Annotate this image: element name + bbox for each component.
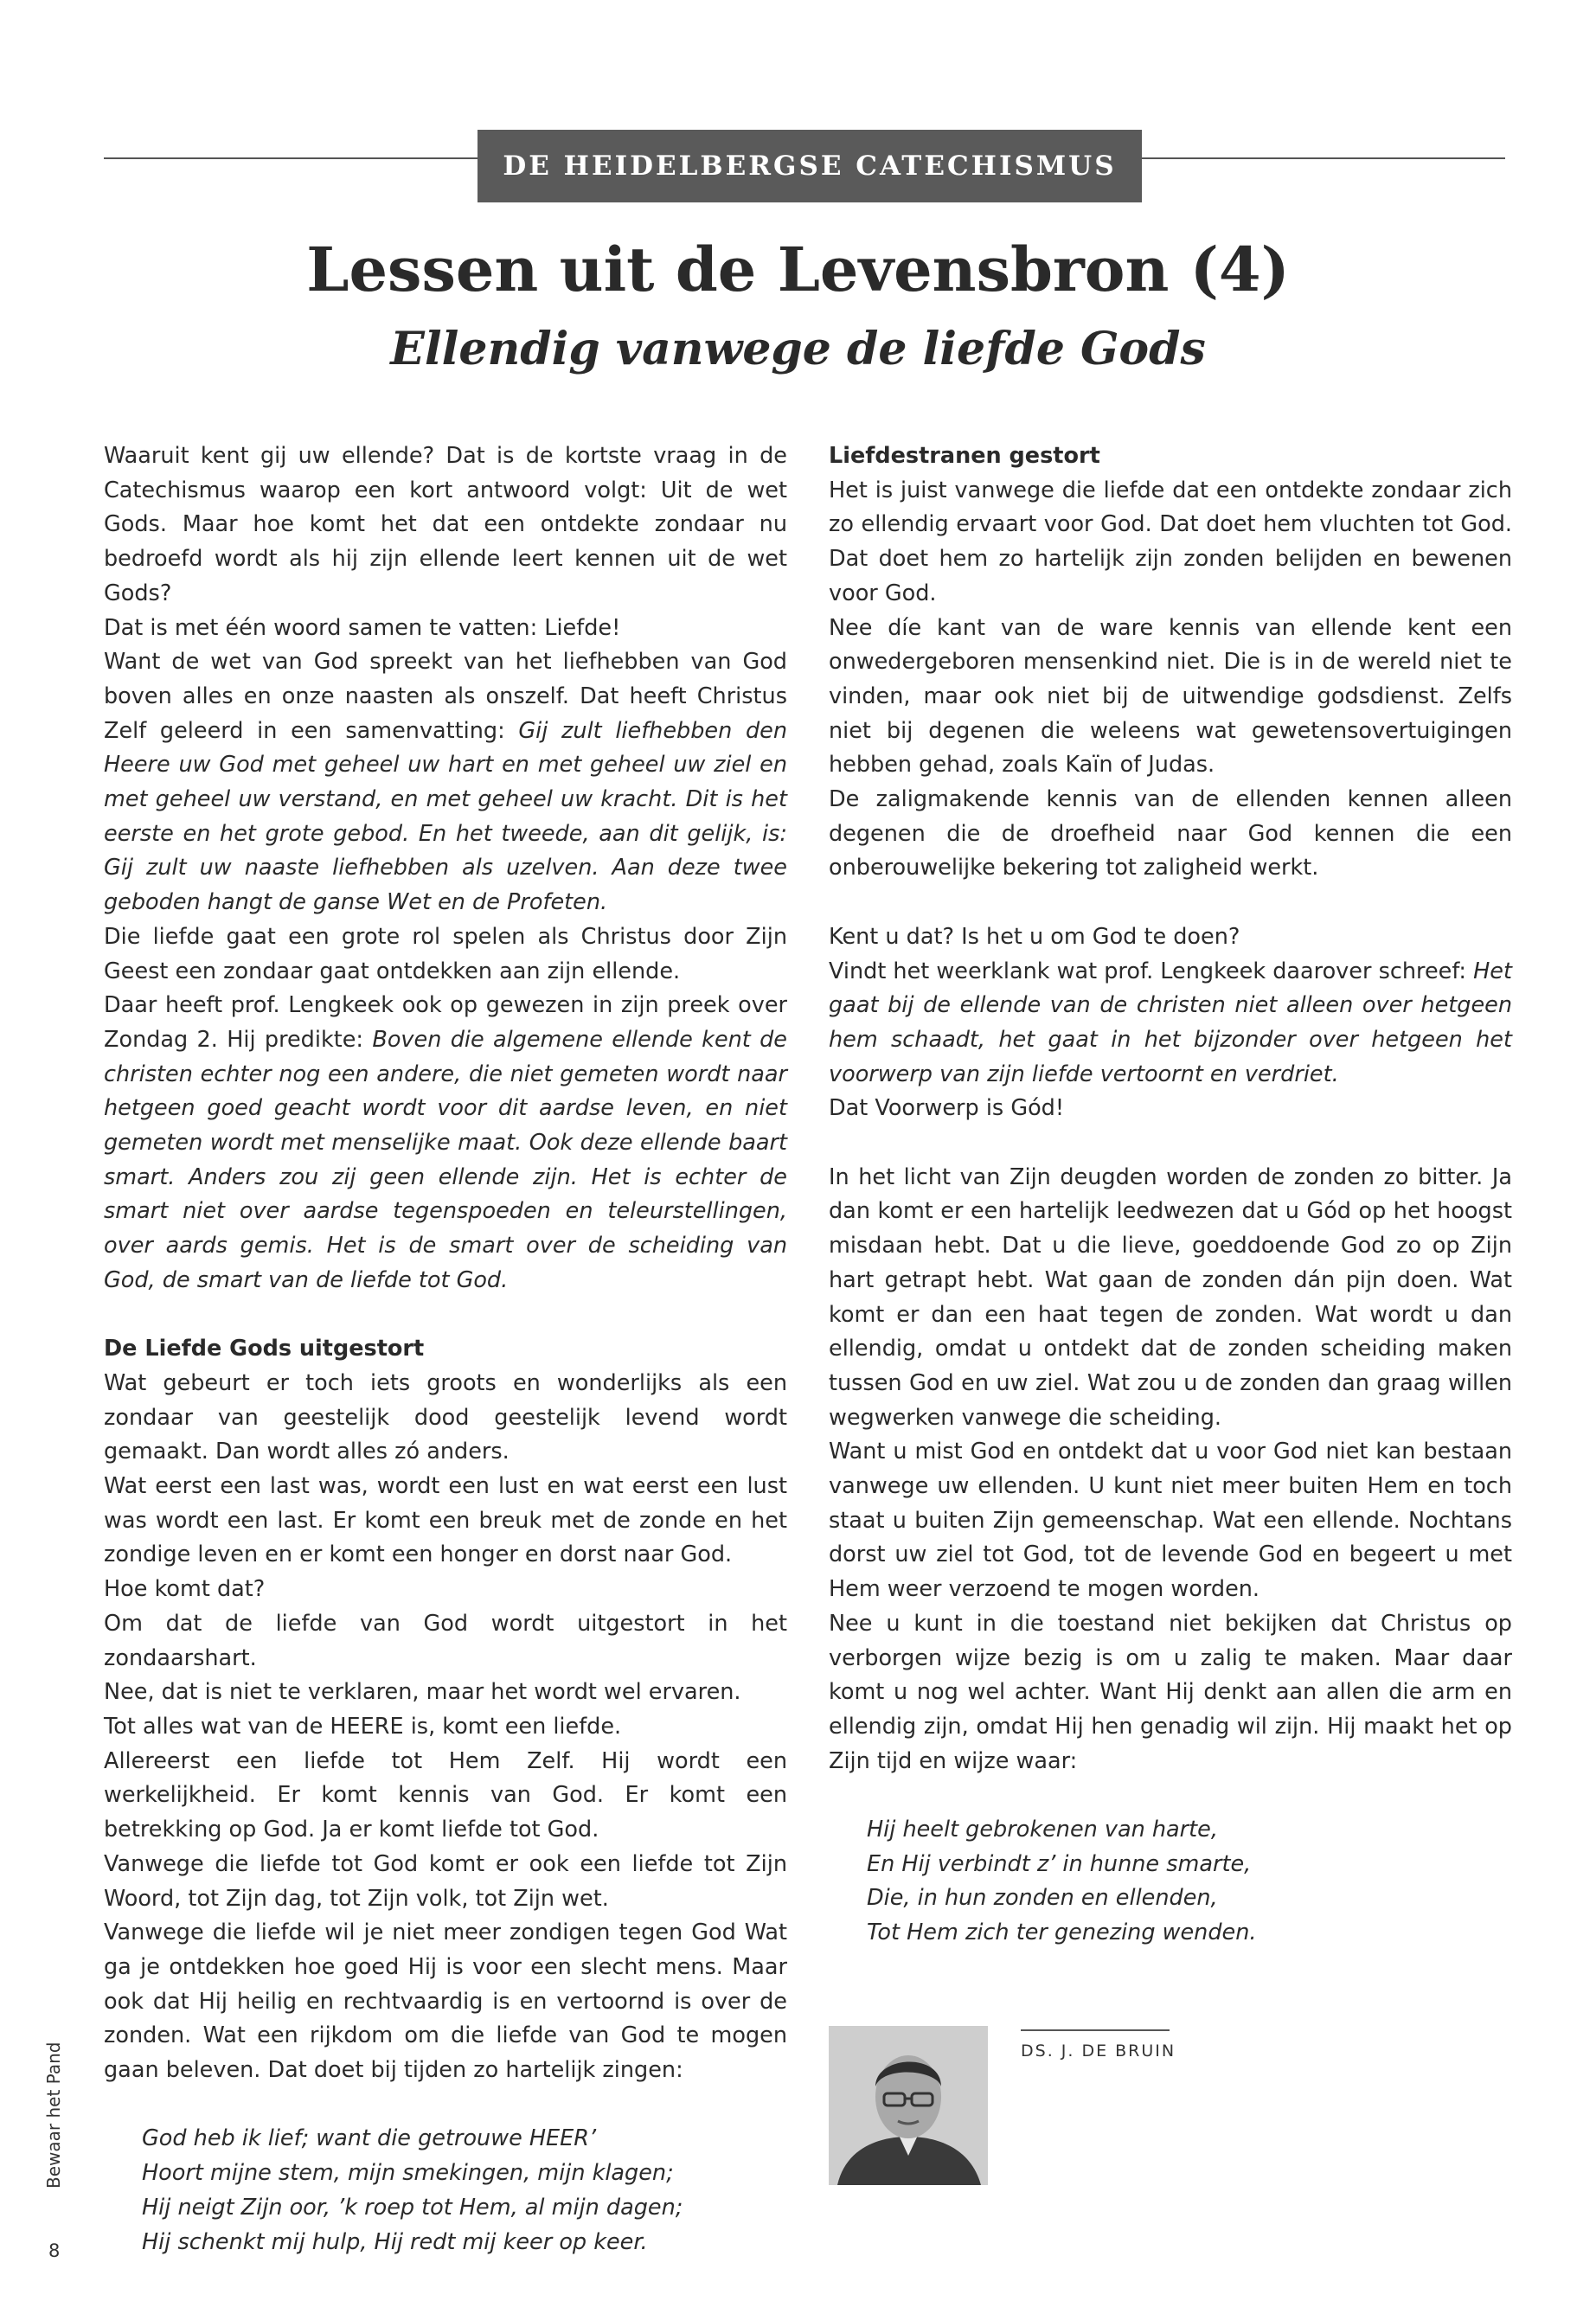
article-subtitle: Ellendig vanwege de liefde Gods (390, 323, 1206, 375)
paragraph (104, 439, 787, 612)
poem-stanza (104, 2122, 787, 2259)
paragraph-text: Dat Voorwerp is Gód! (829, 1095, 1065, 1122)
poem-line: Die, in hun zonden en ellenden, (867, 1885, 1218, 1912)
paragraph (104, 1710, 787, 1745)
paragraph-text: Want de wet van God spreekt van het liefhebben van God boven alles en onze naasten als onszelf. Dat heeft Christus Zelf geleerd in een samenvatting: (104, 649, 787, 744)
paragraph-text: Hoe komt dat? (104, 1576, 266, 1603)
paragraph-text: Die liefde gaat een grote rol spelen als Christus door Zijn Geest een zondaar gaat ontdekken aan zijn ellende. (104, 923, 787, 984)
paragraph-text: Wat gebeurt er toch iets groots en wonderlijks als een zondaar van geestelijk dood geestelijk levend wordt gemaakt. Dan wordt alles zó anders. (104, 1369, 787, 1465)
paragraph (104, 1848, 787, 1916)
paragraph-spacer (829, 1126, 1512, 1161)
paragraph (829, 612, 1512, 784)
paragraph (829, 1092, 1512, 1126)
poem-line: Hoort mijne stem, mijn smekingen, mijn klagen; (142, 2160, 674, 2187)
paragraph (104, 1607, 787, 1676)
paragraph (104, 989, 787, 1298)
paragraph-text: Waaruit kent gij uw ellende? Dat is de kortste vraag in de Catechismus waarop een kort antwoord volgt: Uit de wet Gods. Maar hoe komt het dat een ontdekte zondaar nu bedroefd wordt als hij zijn ellende leert kennen uit de wet Gods? (104, 443, 787, 606)
poem-line: Hij schenkt mij hulp, Hij redt mij keer op keer. (142, 2228, 648, 2255)
paragraph (104, 1676, 787, 1710)
paragraph-text: Allereerst een liefde tot Hem Zelf. Hij wordt een werkelijkheid. Er komt kennis van God. Er komt een betrekking op God. Ja er komt liefde tot God. (104, 1747, 787, 1843)
paragraph-text: Tot alles wat van de HEERE is, komt een liefde. (104, 1714, 622, 1740)
poem-line: Hij neigt Zijn oor, ’k roep tot Hem, al mijn dagen; (142, 2194, 683, 2221)
poem-line: En Hij verbindt z’ in hunne smarte, (867, 1850, 1252, 1877)
paragraph (104, 1573, 787, 1607)
paragraph (104, 645, 787, 920)
quotation-text: Het gaat bij de ellende van de christen niet alleen over hetgeen hem schaadt, het gaat in het bijzonder over hetgeen het voorwerp van zijn liefde vertoornt en verdriet. (829, 958, 1512, 1087)
paragraph-text: Nee díe kant van de ware kennis van ellende kent een onwedergeboren mensenkind niet. Die is in de wereld niet te vinden, maar ook niet bij de uitwendige godsdienst. Zelfs niet bij degenen die weleens wat gewetensovertuigingen hebben gehad, zoals Kaïn of Judas. (829, 614, 1512, 779)
paragraph (829, 1161, 1512, 1436)
paragraph-text: Wat eerst een last was, wordt een lust en wat eerst een lust was wordt een last. Er komt een breuk met de zonde en het zondige leven en er komt een honger en dorst naar God. (104, 1473, 787, 1568)
paragraph-text: Want u mist God en ontdekt dat u voor God niet kan bestaan vanwege uw ellenden. U kunt niet meer buiten Hem en toch staat u buiten Zijn gemeenschap. Wat een ellende. Nochtans dorst uw ziel tot God, tot de levende God en begeert u met Hem weer verzoend te mogen worden. (829, 1439, 1512, 1603)
left-column (104, 439, 787, 2259)
magazine-name: Bewaar het Pand (43, 2041, 64, 2189)
paragraph-text: Kent u dat? Is het u om God te doen? (829, 923, 1240, 950)
header-rule-left (104, 157, 478, 159)
paragraph (104, 612, 787, 646)
paragraph-text: De zaligmakende kennis van de ellenden kennen alleen degenen die de droefheid naar God kennen die een onberouwelijke bekering tot zaligheid werkt. (829, 786, 1512, 881)
author-signature: DS. J. DE BRUIN (1021, 2041, 1176, 2061)
paragraph-text: Dat is met één woord samen te vatten: Liefde! (104, 614, 621, 641)
paragraph (829, 1435, 1512, 1607)
header-rule-right (1142, 157, 1505, 159)
paragraph-text: Het is juist vanwege die liefde dat een ontdekte zondaar zich zo ellendig ervaart voor God. Dat doet hem vluchten tot God. Dat doet hem zo hartelijk zijn zonden belijden en bewenen voor God. (829, 477, 1512, 606)
paragraph-text: Om dat de liefde van God wordt uitgestort in het zondaarshart. (104, 1610, 787, 1671)
paragraph (829, 955, 1512, 1093)
paragraph-spacer (829, 1779, 1512, 1813)
portrait-photo-icon (829, 2026, 988, 2185)
poem-stanza (829, 1813, 1512, 1951)
paragraph (104, 1367, 787, 1470)
poem-line: God heb ik lief; want die getrouwe HEER’ (142, 2125, 597, 2152)
paragraph-spacer (104, 1298, 787, 1333)
paragraph (104, 1470, 787, 1573)
section-heading: De Liefde Gods uitgestort (104, 1336, 425, 1362)
right-column (829, 439, 1512, 1951)
paragraph (104, 920, 787, 989)
paragraph-text: Nee u kunt in die toestand niet bekijken dat Christus op verborgen wijze bezig is om u zalig te maken. Maar daar komt u nog wel achter. Want Hij denkt aan allen die arm en ellendig zijn, omdat Hij hen genadig wil zijn. Hij maakt het op Zijn tijd en wijze waar: (829, 1610, 1512, 1774)
article-title: Lessen uit de Levensbron (4) (306, 234, 1290, 305)
paragraph (829, 920, 1512, 955)
paragraph (104, 1745, 787, 1848)
paragraph (829, 474, 1512, 612)
poem-line: Tot Hem zich ter genezing wenden. (867, 1920, 1257, 1946)
paragraph-text: Daar heeft prof. Lengkeek ook op gewezen in zijn preek over Zondag 2. Hij predikte: (104, 992, 787, 1053)
author-photo (829, 2026, 988, 2185)
paragraph-spacer (104, 2088, 787, 2123)
paragraph-spacer (829, 886, 1512, 920)
paragraph-text: Vanwege die liefde tot God komt er ook een liefde tot Zijn Woord, tot Zijn dag, tot Zijn volk, tot Zijn wet. (104, 1850, 787, 1912)
paragraph-text: Vanwege die liefde wil je niet meer zondigen tegen God Wat ga je ontdekken hoe goed Hij is voor een slecht mens. Maar ook dat Hij heilig en rechtvaardig is en vertoornd is over de zonden. Wat een rijkdom om die liefde van God te mogen gaan beleven. Dat doet bij tijden zo hartelijk zingen: (104, 1920, 787, 2084)
signature-rule (1021, 2029, 1170, 2031)
poem-line: Hij heelt gebrokenen van harte, (867, 1817, 1218, 1843)
page-number: 8 (48, 2240, 61, 2261)
section-heading: Liefdestranen gestort (829, 443, 1100, 469)
paragraph (829, 1607, 1512, 1779)
paragraph (104, 1916, 787, 2088)
paragraph-text: Nee, dat is niet te verklaren, maar het wordt wel ervaren. (104, 1679, 741, 1706)
paragraph-text: Vindt het weerklank wat prof. Lengkeek daarover schreef: (829, 958, 1474, 984)
section-label: DE HEIDELBERGSE CATECHISMUS (478, 130, 1142, 202)
paragraph-text: In het licht van Zijn deugden worden de zonden zo bitter. Ja dan komt er een hartelijk leedwezen dat u Gód op het hoogst misdaan hebt. Dat u die lieve, goeddoende God zo op Zijn hart getrapt hebt. Wat gaan de zonden dán pijn doen. Wat komt er dan een haat tegen de zonden. Wat wordt u dan ellendig, omdat u ontdekt dat de zonden scheiding maken tussen God en uw ziel. Wat zou u de zonden dan graag willen wegwerken vanwege die scheiding. (829, 1163, 1512, 1431)
quotation-text: Gij zult liefhebben den Heere uw God met geheel uw hart en met geheel uw ziel en met geheel uw verstand, en met geheel uw kracht. Dit is het eerste en het grote gebod. En het tweede, aan dit gelijk, is: Gij zult uw naaste liefhebben als uzelven. Aan deze twee geboden hangt de ganse Wet en de Profeten. (104, 717, 787, 916)
quotation-text: Boven die algemene ellende kent de christen echter nog een andere, die niet gemeten wordt naar hetgeen goed geacht wordt voor dit aardse leven, en niet gemeten wordt met menselijke maat. Ook deze ellende baart smart. Anders zou zij geen ellende zijn. Het is echter de smart niet over aardse tegenspoeden en teleurstellingen, over aards gemis. Het is de smart over de scheiding van God, de smart van de liefde tot God. (104, 1026, 787, 1293)
paragraph (829, 783, 1512, 886)
